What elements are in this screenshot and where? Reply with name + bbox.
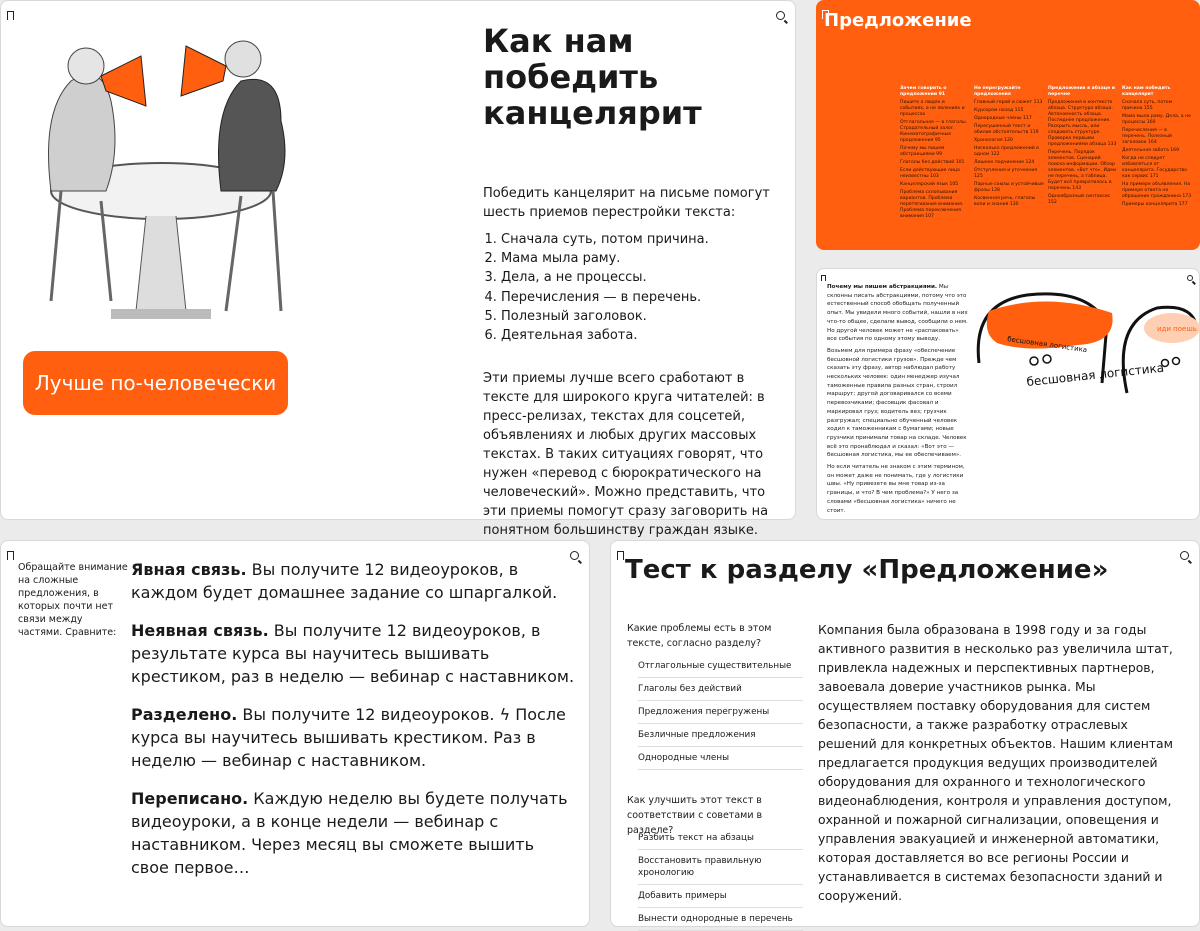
question-2-options <box>638 827 803 931</box>
examples <box>131 558 576 894</box>
answer-option[interactable]: Добавить примеры <box>638 885 803 908</box>
toc-item[interactable]: Курсором назад 115 <box>974 108 1024 113</box>
toc-column <box>1048 86 1118 208</box>
list-item: 2. Мама мыла раму. <box>501 249 783 268</box>
list-item: 6. Деятельная забота. <box>501 326 783 345</box>
example-label: Переписано. <box>131 789 249 808</box>
toc-heading: Зачем говорить о предложении 91 <box>900 86 947 97</box>
toc-item[interactable]: Предложения в контексте абзаца. Структура абзаца. Автономность абзаца. Последнее предложение. Раскрыть мысль, или следовать структуре. Проверка первыми предложениями абзаца 133 <box>1048 100 1117 147</box>
page-canceliarit <box>0 0 796 539</box>
paragraph: Но если читатель не знаком с этим термином, он может даже не понимать, где у логистики швы. «Ну привезете вы мне товар из-за границы, и что? В чем проблема?» У него за словами «бесшовная логистика» ничего не стоит. <box>827 464 965 514</box>
bubble-right-text: иди поешь <box>1157 325 1197 333</box>
example-explicit <box>131 558 576 604</box>
page-title: Как нам победить канцелярит <box>483 22 702 132</box>
bookmark-icon[interactable] <box>617 551 624 560</box>
list-item: 5. Полезный заголовок. <box>501 307 783 326</box>
answer-option[interactable]: Предложения перегружены <box>638 701 803 724</box>
page-body <box>827 283 969 518</box>
toc-heading: Предложения в абзаце и перечне <box>1048 86 1116 97</box>
toc-item[interactable]: Однородные члены 117 <box>974 116 1032 121</box>
example-text: Каждую неделю вы будете получать видеоуроки, а в конце недели — вебинар с наставником. Через месяц вы сможете вышить свое первое… <box>131 789 568 877</box>
example-split <box>131 703 576 772</box>
search-icon[interactable] <box>776 11 785 20</box>
test-text: Компания была образована в 1998 году и за годы активного развития в несколько раз увеличила штат, привлекла надежных и перспективных партнеров, завоевала доверие участников рынка. Мы осуществляем поставку оборудования для систем безопасности, а также разработку отраслевых решений для конкретных объектов. Нашим клиентам предлагается продукция ведущих производителей оборудования для охранного и технологического видеонаблюдения, контроля и управления доступом, охранной и пожарной сигнализации, оповещения и управления эвакуацией и инженерной автоматики, которая доставляется во все регионы России и устанавливается в системах безопасности зданий и сооружений. <box>818 622 1173 903</box>
toc-item[interactable]: Когда не следует избавляться от канцелярита. Государство как сервис 171 <box>1122 156 1188 179</box>
heads-illustration <box>967 283 1197 403</box>
toc-item[interactable]: Проблема схлопывания вариантов. Проблема перетягивания внимания. Проблема переключения внимания 107 <box>900 190 964 219</box>
toc-item[interactable]: Отглагольное — в глаголы. Страдательный залог. Кинематографичные предложения 95 <box>900 120 968 143</box>
page-toc <box>816 0 1200 250</box>
answer-option[interactable]: Вынести однородные в перечень <box>638 908 803 931</box>
toc-item[interactable]: Хронология 120 <box>974 138 1013 143</box>
example-text: Вы получите 12 видеоуроков. ϟ После курса вы научитесь вышивать крестиком. Раз в неделю — вебинар с наставником. <box>131 705 566 770</box>
answer-option[interactable]: Отглагольные существительные <box>638 655 803 678</box>
megaphone-illustration <box>11 11 311 351</box>
answer-option[interactable]: Разбить текст на абзацы <box>638 827 803 850</box>
toc-item[interactable]: Несколько предложений в одном 122 <box>974 146 1039 157</box>
toc-item[interactable]: Примеры канцелярита 177 <box>1122 202 1188 207</box>
toc-item[interactable]: Однообразный синтаксис 152 <box>1048 194 1111 205</box>
list-item: 4. Перечисления — в перечень. <box>501 288 783 307</box>
techniques-list <box>501 230 783 345</box>
list-item: 1. Сначала суть, потом причина. <box>501 230 783 249</box>
toc-item[interactable]: На примере объявления. На примере ответа на обращение гражданина 173 <box>1122 182 1192 199</box>
side-note: Обращайте внимание на сложные предложения, в которых почти нет связи между частями. Сравните: <box>18 562 128 638</box>
question-1: Какие проблемы есть в этом тексте, согласно разделу? <box>627 623 772 649</box>
toc-item[interactable]: Глаголы без действий 101 <box>900 160 965 165</box>
answer-option[interactable]: Восстановить правильную хронологию <box>638 850 803 885</box>
example-text: Вы получите 12 видеоуроков, в результате курса вы научитесь вышивать крестиком, раз в неделю — вебинар с наставником. <box>131 621 575 686</box>
toc-item[interactable]: Лишнее подчинение 124 <box>974 160 1035 165</box>
toc-item[interactable]: Косвенная речь, глаголы воли и знания 130 <box>974 196 1036 207</box>
page-abstractions <box>816 268 1200 520</box>
toc-item[interactable]: Главный герой и сюжет 113 <box>974 100 1043 105</box>
cta-button[interactable]: Лучше по-человечески <box>23 351 288 415</box>
toc-item[interactable]: Парные союзы и устойчивые фразы 128 <box>974 182 1044 193</box>
page-sentence-links <box>0 540 590 927</box>
caption-text: бесшовная логистика <box>1025 360 1165 389</box>
toc-item[interactable]: Перечень. Порядок элементов. Сценарий поиска информации. Обзор элементов. «Вот что». Идеи не перечень, а таблица. Будет всё превратилось в перечень 143 <box>1048 150 1116 191</box>
example-implicit <box>131 619 576 688</box>
answer-option[interactable]: Безличные предложения <box>638 724 803 747</box>
question-1-options <box>638 655 803 770</box>
bookmark-icon[interactable] <box>821 275 826 281</box>
section-title: Предложение <box>824 10 972 31</box>
toc-item[interactable]: Отступления и уточнения 125 <box>974 168 1038 179</box>
question-2: Как улучшить этот текст в соответствии с советами в разделе? <box>627 795 763 836</box>
bookmark-icon[interactable] <box>7 551 14 560</box>
toc-column <box>974 86 1044 210</box>
toc-item[interactable]: Пишите о людях и событиях, а не явлениях и процессах <box>900 100 965 117</box>
toc-item[interactable]: Канцелярский язык 105 <box>900 182 959 187</box>
example-rewritten <box>131 787 576 879</box>
example-label: Разделено. <box>131 705 238 724</box>
example-label: Явная связь. <box>131 560 247 579</box>
toc-item[interactable]: Мама мыла раму. Дела, а не процессы 160 <box>1122 114 1191 125</box>
intro-text: Победить канцелярит на письме помогут шесть приемов перестройки текста: <box>483 186 770 220</box>
page-title: Тест к разделу «Предложение» <box>625 555 1109 585</box>
toc-heading: Не перегружайте предложения <box>974 86 1021 97</box>
search-icon[interactable] <box>1180 551 1189 560</box>
example-text: Вы получите 12 видеоуроков, в каждом будет домашнее задание со шпаргалкой. <box>131 560 558 602</box>
toc-item[interactable]: Пересушенный текст и обилие обстоятельств 119 <box>974 124 1039 135</box>
search-icon[interactable] <box>1187 275 1193 281</box>
bubble-left-text: бесшовная логистика <box>1006 335 1088 355</box>
paragraph: Возьмем для примера фразу «обеспечение бесшовной логистики грузов». Прежде чем сказать эту фразу, автор наблюдал работу нескольких человек: один менеджер изучал таможенные правила разных стран, строил маршрут; другой договаривался со всеми перевозчиками; фасовщик фасовал и маркировал груз; водитель вез; грузчик разгружал; специально обученный человек ходил к таможенникам с бумагами; новые грузчики принимали товар на складе. Человек всё это пронаблюдал и сказал: «Вот это — бесшовная логистика, мы ее обеспечиваем». <box>827 347 967 459</box>
answer-option[interactable]: Однородные члены <box>638 747 803 770</box>
lead-bold: Почему мы пишем абстракциями. <box>827 284 938 290</box>
toc-item[interactable]: Деятельная забота 169 <box>1122 148 1179 153</box>
toc-item[interactable]: Сначала суть, потом причина 155 <box>1122 100 1173 111</box>
list-item: 3. Дела, а не процессы. <box>501 268 783 287</box>
toc-heading: Как нам победить канцелярит <box>1122 86 1171 97</box>
toc-item[interactable]: Перечисления — в перечень. Полезный заголовок 164 <box>1122 128 1172 145</box>
paragraph: Мы склонны писать абстракциями, потому что это естественный способ обобщать полученный опыт. Мы увидели много событий, нашли в них что-то общее, сделали вывод, сообщили о нем. Но другой человек может не «распаковать» все события по одному этому выводу. <box>827 284 968 343</box>
toc-item[interactable]: Почему мы пишем абстракциями 99 <box>900 146 945 157</box>
page-body <box>483 184 783 540</box>
answer-option[interactable]: Глаголы без действий <box>638 678 803 701</box>
outro-text: Эти приемы лучше всего сработают в тексте для широкого круга читателей: в пресс-релизах, текстах для соцсетей, объявлениях и любых других массовых текстах. В таких ситуациях говорят, что нужен «перевод с бюрократического на человеческий». Можно представить, что эти приемы помогут сразу заговорить на понятном большинству граждан языке. <box>483 371 769 539</box>
page-test <box>610 540 1200 927</box>
toc-column <box>1122 86 1192 210</box>
toc-item[interactable]: Если действующие лица неизвестны 103 <box>900 168 960 179</box>
toc-column <box>900 86 970 222</box>
example-label: Неявная связь. <box>131 621 269 640</box>
